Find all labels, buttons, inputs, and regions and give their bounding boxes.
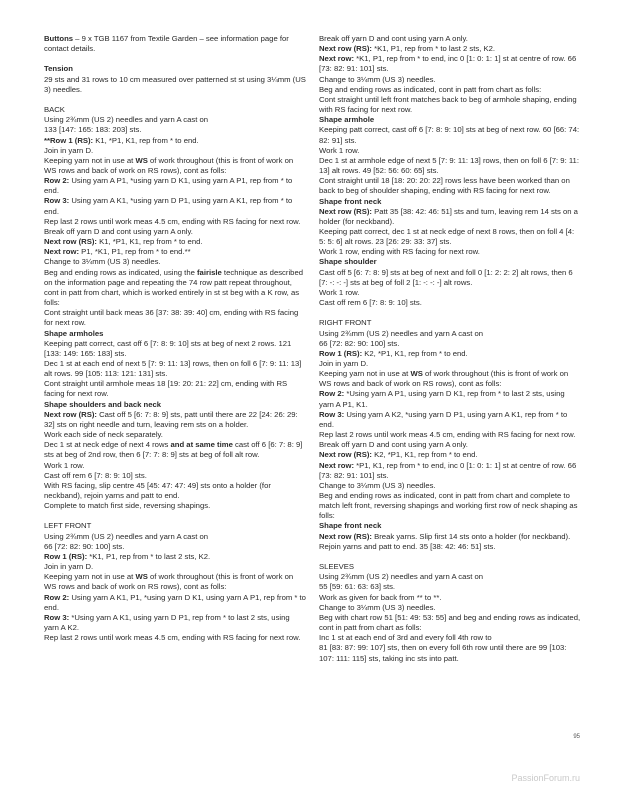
instruction-line (44, 613, 306, 633)
bold-term: Next row: (319, 54, 355, 64)
bold-term: **Row 1 (RS): (44, 135, 94, 145)
text-run: 55 [59: 61: 63: 63] sts. (319, 582, 396, 592)
text-run: K1, *P1, K1, rep from * to end. (96, 237, 203, 247)
text-run: technique as described on the information page and repeating the 74 row patt repeat throughout, cont in patt from chart, which is worked entirely in st st beg with a K row, as folls: (44, 267, 303, 308)
text-run: Keeping yarn not in use at (44, 155, 136, 165)
left-column (44, 34, 306, 643)
instruction-line (319, 633, 581, 643)
instruction-line (319, 389, 581, 409)
section-heading: LEFT FRONT (44, 521, 92, 531)
instruction-line (319, 593, 581, 603)
text-run: Break off yarn D and cont using yarn A only. (319, 34, 468, 43)
bold-term: WS (410, 369, 423, 379)
bold-term: Row 2: (319, 389, 345, 399)
paragraph-gap (44, 511, 306, 521)
subheading: Shape front neck (319, 196, 382, 206)
text-run: Keeping patt correct, cast off 6 [7: 8: 9: 10] sts at beg of next row. 60 [66: 74: 82: 91] sts. (319, 125, 580, 145)
instruction-line (44, 75, 306, 95)
text-run: Using yarn A K1, P1, *using yarn D K1, using yarn A P1, rep from * to end. (44, 592, 306, 612)
bold-term: Next row (RS): (319, 44, 372, 54)
instruction-line (44, 339, 306, 359)
instruction-line (319, 54, 581, 74)
instruction-line (44, 196, 306, 216)
instruction-line (319, 298, 581, 308)
instruction-line (44, 501, 306, 511)
text-run: P1, *K1, P1, rep from * to end.** (79, 247, 191, 257)
text-run: Beg and ending rows as indicated, cont in patt from chart as folls: (319, 84, 542, 94)
instruction-line (319, 643, 581, 663)
text-run: Cast off rem 6 [7: 8: 9: 10] sts. (319, 298, 422, 308)
text-run: – 9 x TGB 1167 from Textile Garden – see information page for contact details. (44, 34, 289, 54)
bold-term: Row 1 (RS): (44, 551, 88, 561)
section-heading: BACK (44, 105, 65, 115)
section-heading: SLEEVES (319, 562, 355, 572)
text-run: Using yarn A K2, *using yarn D P1, using yarn A K1, rep from * to end. (319, 409, 568, 429)
instruction-line (44, 562, 306, 572)
text-run: Break off yarn D and cont using yarn A only. (44, 226, 193, 236)
text-run: of work throughout (this is front of work on WS rows and back of work on RS rows), cont as folls: (319, 369, 569, 389)
text-run: K1, *P1, K1, rep from * to end. (93, 135, 199, 145)
text-run: Using yarn A K1, *using yarn D P1, using yarn A K1, rep from * to end. (44, 196, 293, 216)
instruction-line (44, 471, 306, 481)
text-run: Change to 3¼mm (US 3) needles. (319, 480, 436, 490)
paragraph-gap (44, 95, 306, 105)
text-run: Rep last 2 rows until work meas 4.5 cm, ending with RS facing for next row. (319, 430, 576, 440)
instruction-line (319, 430, 581, 440)
text-run: Patt 35 [38: 42: 46: 51] sts and turn, leaving rem 14 sts on a holder (for neckband). (319, 206, 578, 226)
instruction-line (44, 156, 306, 176)
bold-term: and at same time (170, 440, 233, 450)
text-run: Cont straight until left front matches back to beg of armhole shaping, ending with RS facing for next row. (319, 94, 577, 115)
bold-term: WS (135, 155, 148, 165)
instruction-line (44, 308, 306, 328)
text-run: 81 [83: 87: 99: 107] sts, then on every foll 6th row until there are 99 [103: 107: 111: 115] sts, taking inc sts into patt. (319, 643, 567, 663)
text-run: 133 [147: 165: 183: 203] sts. (44, 125, 142, 135)
text-run: *Using yarn A P1, using yarn D K1, rep from * to last 2 sts, using yarn A P1, K1. (319, 389, 565, 409)
text-run: *P1, K1, rep from * to end, inc 0 [1: 0: 1: 1] st at centre of row. 66 [73: 82: 91: 101] sts. (319, 460, 577, 480)
instruction-line (319, 349, 581, 359)
text-run: 66 [72: 82: 90: 100] sts. (44, 541, 125, 551)
text-run: *K1, P1, rep from * to last 2 sts, K2. (371, 44, 496, 54)
text-run: of work throughout (this is front of work on WS rows and back of work on RS rows), cont as folls: (44, 572, 294, 592)
text-run: Keeping yarn not in use at (319, 369, 411, 379)
text-run: K2, *P1, K1, rep from * to end. (371, 450, 478, 460)
instruction-line (319, 582, 581, 592)
instruction-line (44, 359, 306, 379)
instruction-line (44, 227, 306, 237)
bold-term: Buttons (44, 34, 74, 43)
paragraph-gap (319, 308, 581, 318)
text-run: Work as given for back from ** to **. (319, 592, 442, 602)
text-run: Work each side of neck separately. (44, 430, 163, 440)
subheading: Shape armhole (319, 115, 375, 125)
text-run: Cast off 5 [6: 7: 8: 9] sts, patt until there are 22 [24: 26: 29: 32] sts on right needle and turn, leaving rem sts on a holder. (44, 409, 298, 429)
text-run: With RS facing, slip centre 45 [45: 47: 47: 49] sts onto a holder (for neckband), rejoin yarns and patt to end. (44, 480, 271, 500)
instruction-line (319, 491, 581, 521)
text-run: Join in yarn D. (44, 562, 94, 572)
bold-term: Row 1 (RS): (319, 348, 363, 358)
subheading: Shape shoulders and back neck (44, 399, 162, 409)
instruction-line (44, 125, 306, 135)
text-run: Cont straight until 18 [18: 20: 20: 22] rows less have been worked than on back to beg of shoulder shaping, ending with RS facing for next row. (319, 176, 570, 196)
text-run: Change to 3¼mm (US 3) needles. (44, 257, 161, 267)
instruction-line (44, 430, 306, 440)
subheading: Tension (44, 64, 73, 74)
instruction-line (44, 633, 306, 643)
text-run: Keeping yarn not in use at (44, 572, 136, 582)
text-run: Cont straight until back meas 36 [37: 38: 39: 40] cm, ending with RS facing for next row. (44, 308, 299, 328)
instruction-line (319, 481, 581, 491)
instruction-line (44, 34, 306, 54)
subheading: Shape armholes (44, 328, 104, 338)
bold-term: WS (135, 572, 148, 582)
bold-term: Next row (RS): (319, 206, 372, 216)
instruction-line (44, 542, 306, 552)
instruction-line (319, 125, 581, 145)
text-run: Using 2¾mm (US 2) needles and yarn A cast on (44, 115, 209, 125)
instruction-line (319, 227, 581, 247)
bold-term: Next row (RS): (319, 531, 372, 541)
instruction-line (44, 217, 306, 227)
instruction-line (319, 95, 581, 115)
bold-term: Next row: (44, 247, 80, 257)
text-run: 66 [72: 82: 90: 100] sts. (319, 338, 400, 348)
text-run: Dec 1 st at armhole edge of next 5 [7: 9: 11: 13] rows, then on foll 6 [7: 9: 11: 13] alt rows. 49 [52: 56: 60: 65] sts. (319, 155, 579, 176)
text-run: Keeping patt correct, dec 1 st at neck edge of next 8 rows, then on foll 4 [4: 5: 5: 6] alt rows. 23 [26: 29: 33: 37] sts. (319, 226, 575, 247)
text-run: Beg and ending rows as indicated, using the (44, 267, 197, 277)
bold-term: Next row (RS): (44, 409, 97, 419)
instruction-line (44, 572, 306, 592)
paragraph-gap (44, 54, 306, 64)
instruction-line (44, 593, 306, 613)
bold-term: Row 2: (44, 176, 70, 186)
text-run: Work 1 row, ending with RS facing for next row. (319, 247, 480, 257)
text-run: *K1, P1, rep from * to last 2 sts, K2. (87, 551, 211, 561)
instruction-line (319, 34, 581, 44)
bold-term: Row 2: (44, 592, 70, 602)
instruction-line (44, 532, 306, 542)
instruction-line (319, 288, 581, 298)
bold-term: Row 3: (319, 409, 345, 419)
text-run: Rep last 2 rows until work meas 4.5 cm, ending with RS facing for next row. (44, 633, 301, 643)
instruction-line (319, 247, 581, 257)
bold-term: Row 3: (44, 612, 70, 622)
text-run: Work 1 row. (319, 287, 360, 297)
instruction-line (44, 410, 306, 430)
text-run: Cast off rem 6 [7: 8: 9: 10] sts. (44, 470, 147, 480)
instruction-line (319, 339, 581, 349)
instruction-line (44, 136, 306, 146)
text-run: Using 2¾mm (US 2) needles and yarn A cast on (44, 531, 209, 541)
instruction-line (319, 440, 581, 450)
text-run: Cont straight until armhole meas 18 [19: 20: 21: 22] cm, ending with RS facing for next row. (44, 379, 288, 399)
text-run: Change to 3¼mm (US 3) needles. (319, 74, 436, 84)
instruction-line (44, 268, 306, 309)
bold-term: Next row (RS): (44, 237, 97, 247)
instruction-line (319, 146, 581, 156)
instruction-line (319, 329, 581, 339)
instruction-line (319, 268, 581, 288)
instruction-line (44, 146, 306, 156)
instruction-line (319, 207, 581, 227)
text-run: 29 sts and 31 rows to 10 cm measured over patterned st st using 3¼mm (US 3) needles. (44, 74, 306, 94)
text-run: Break yarns. Slip first 14 sts onto a holder (for neckband). Rejoin yarns and patt to end. 35 [38: 42: 46: 51] sts. (319, 531, 571, 551)
instruction-line (319, 603, 581, 613)
bold-term: fairisle (197, 267, 222, 277)
instruction-line (44, 257, 306, 267)
text-run: Dec 1 st at neck edge of next 4 rows (44, 440, 171, 450)
text-run: Dec 1 st at each end of next 5 [7: 9: 11: 13] rows, then on foll 6 [7: 9: 11: 13] alt rows. 99 [105: 113: 121: 131] sts. (44, 358, 302, 379)
instruction-line (44, 115, 306, 125)
text-run: Using 2¾mm (US 2) needles and yarn A cast on (319, 572, 484, 582)
instruction-line (319, 461, 581, 481)
instruction-line (319, 369, 581, 389)
instruction-line (44, 461, 306, 471)
text-run: Inc 1 st at each end of 3rd and every foll 4th row to (319, 633, 492, 643)
instruction-line (44, 247, 306, 257)
text-run: *Using yarn A K1, using yarn D P1, rep from * to last 2 sts, using yarn A K2. (44, 612, 290, 633)
text-run: Complete to match first side, reversing shapings. (44, 501, 211, 511)
page-number: 95 (573, 734, 580, 740)
instruction-line (44, 440, 306, 460)
instruction-line (319, 450, 581, 460)
text-run: Beg and ending rows as indicated, cont in patt from chart and complete to match left front, reversing shapings and working first row of neck shaping as folls: (319, 491, 578, 521)
text-run: Beg with chart row 51 [51: 49: 53: 55] and beg and ending rows as indicated, cont in patt from chart as folls: (319, 612, 581, 633)
text-run: Rep last 2 rows until work meas 4.5 cm, ending with RS facing for next row. (44, 216, 301, 226)
instruction-line (44, 379, 306, 399)
text-run: Keeping patt correct, cast off 6 [7: 8: 9: 10] sts at beg of next 2 rows. 121 [133: 149: 165: 183] sts. (44, 338, 292, 358)
instruction-line (319, 44, 581, 54)
text-run: Break off yarn D and cont using yarn A only. (319, 440, 468, 450)
bold-term: Next row: (319, 460, 355, 470)
instruction-line (319, 156, 581, 176)
instruction-line (319, 572, 581, 582)
instruction-line (44, 176, 306, 196)
subheading: Shape front neck (319, 521, 382, 531)
instruction-line (319, 613, 581, 633)
text-run: Join in yarn D. (44, 145, 94, 155)
instruction-line (319, 176, 581, 196)
subheading: Shape shoulder (319, 257, 377, 267)
right-column (319, 34, 581, 664)
text-run: Work 1 row. (44, 460, 85, 470)
bold-term: Next row (RS): (319, 450, 372, 460)
instruction-line (44, 237, 306, 247)
text-run: Using yarn A P1, *using yarn D K1, using yarn A P1, rep from * to end. (44, 176, 293, 196)
text-run: K2, *P1, K1, rep from * to end. (362, 348, 468, 358)
bold-term: Row 3: (44, 196, 70, 206)
text-run: Work 1 row. (319, 145, 360, 155)
paragraph-gap (319, 552, 581, 562)
text-run: Cast off 5 [6: 7: 8: 9] sts at beg of next and foll 0 [1: 2: 2: 2] alt rows, then 6 [7: -: -: -] sts at beg of foll 2 [1: -: -: -] alt rows. (319, 267, 573, 287)
instruction-line (319, 410, 581, 430)
watermark: PassionForum.ru (511, 773, 580, 783)
text-run: *K1, P1, rep from * to end, inc 0 [1: 0: 1: 1] st at centre of row. 66 [73: 82: 91: 101] sts. (319, 54, 577, 74)
instruction-line (319, 75, 581, 85)
instruction-line (319, 359, 581, 369)
text-run: Using 2¾mm (US 2) needles and yarn A cast on (319, 328, 484, 338)
text-run: Change to 3¼mm (US 3) needles. (319, 602, 436, 612)
instruction-line (44, 481, 306, 501)
text-run: of work throughout (this is front of work on WS rows and back of work on RS rows), cont as folls: (44, 155, 294, 175)
section-heading: RIGHT FRONT (319, 318, 372, 328)
instruction-line (319, 532, 581, 552)
text-run: Join in yarn D. (319, 358, 369, 368)
text-run: cast off 6 [6: 7: 8: 9] sts at beg of 2nd row, then 6 [7: 7: 8: 9] sts at beg of foll alt row. (44, 440, 303, 460)
instruction-line (44, 552, 306, 562)
instruction-line (319, 85, 581, 95)
